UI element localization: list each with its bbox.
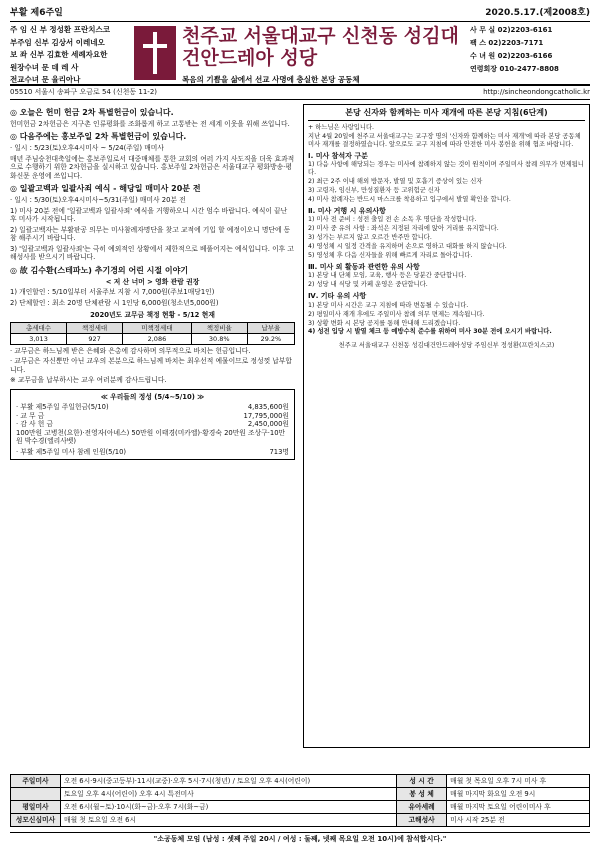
guideline-line: 2) 미사 중 유의 사항 : 좌석은 지정된 자리에 앉아 거리를 유지합니다. bbox=[308, 225, 499, 233]
guideline-line: 3) 상황 변화 시 본당 공지를 통해 안내해 드리겠습니다. bbox=[308, 319, 461, 327]
notice-subtitle: < 저 산 너머 > 영화 관람 권장 bbox=[105, 277, 200, 286]
stats-header: 납부율 bbox=[247, 322, 294, 333]
guideline-line: 3) 고령자, 임신부, 만성질환자 등 고위험군 신자 bbox=[308, 186, 440, 194]
note-item: ※ 교무금을 납부하시는 교우 여러분께 감사드립니다. bbox=[10, 376, 167, 385]
stats-header: 책정세대 bbox=[67, 322, 123, 333]
offering-row: · 교 무 금 17,795,000원 bbox=[16, 411, 289, 420]
schedule-row: 평일미사 오전 6시(월~토)·10시(화~금)·오후 7시(화~금) 유아세례 매월 마지막 토요일 어린이미사 후 bbox=[11, 801, 590, 814]
stats-title: 2020년도 교무금 책정 현황 - 5/12 현재 bbox=[90, 311, 215, 320]
contact-item: 연령회장 010-2477-8808 bbox=[470, 65, 559, 74]
mass-schedule-table bbox=[10, 774, 590, 827]
stats-cell: 3,013 bbox=[11, 333, 67, 344]
clergy-item: 보 좌 신부 김효한 세례자요한 bbox=[10, 50, 108, 60]
left-column bbox=[10, 104, 295, 748]
clergy-item: 부주임 신부 김상서 이레네오 bbox=[10, 37, 105, 47]
guideline-line: 2) 최근 2주 이내 해외 방문자, 발열 및 호흡기 증상이 있는 신자 bbox=[308, 178, 483, 186]
guideline-line: 1) 본당 내 단체 모임, 교육, 행사 등은 당분간 중단합니다. bbox=[308, 272, 467, 280]
clergy-item: 전교수녀 문 율리아나 bbox=[10, 75, 81, 85]
schedule-row: 주일미사 오전 6시·9시(중고등부)·11시(교중)·오후 5시·7시(청년) / 토요일 오후 4시(어린이) 성 시 간 매월 첫 목요일 오후 7시 미사 후 bbox=[11, 775, 590, 788]
guideline-line: 1) 다음 사항에 해당되는 경우는 미사에 참례하지 않는 것이 원칙이며 주일미사 참례 의무가 면제됩니다. bbox=[308, 161, 584, 177]
notice-date: · 일시 : 5/23(토)오후4시미사 ~ 5/24(주일) 매미사 bbox=[10, 144, 164, 153]
stats-cell: 927 bbox=[67, 333, 123, 344]
guideline-intro: + 하느님은 사랑입니다. bbox=[308, 124, 375, 131]
notice-title: ◎ 다음주에는 홍보주일 2차 특별헌금이 있습니다. bbox=[10, 132, 187, 142]
footer-notice: "소공동체 모임 (남성 : 셋째 주일 20시 / 여성 : 둘째, 넷째 목요일 오전 10시)에 참석합시다." bbox=[10, 832, 590, 844]
clergy-item: 주 임 신 부 정성환 프란치스코 bbox=[10, 25, 110, 35]
contact-item: 수 녀 원 02)2203-6166 bbox=[470, 52, 553, 61]
guideline-line: 2) 성당 내 식당 및 카페 운영은 중단합니다. bbox=[308, 281, 428, 289]
notice-title: ◎ 故 김수환(스테파노) 추기경의 어린 시절 이야기 bbox=[10, 265, 189, 275]
guideline-line: 4) 영성체 시 일정 간격을 유지하며 손으로 영하고 대화를 하지 않습니다. bbox=[308, 242, 507, 250]
notice-title: ◎ 일괄고백과 일괄사죄 예식 - 해당일 매미사 20분 전 bbox=[10, 184, 201, 194]
offering-donors: 100만원 고병천(요한)·전영자(아녜스) 50만원 이태경(미카엘)·황경숙 20만원 조상구·10만원 박수경(엘리사벳) bbox=[16, 428, 286, 446]
address: 05510 서울시 송파구 오금로 54 (신천동 11-2) bbox=[10, 88, 158, 97]
schedule-row: 성모신심미사 매월 첫 토요일 오전 6시 고해성사 미사 시작 25분 전 bbox=[11, 814, 590, 827]
guideline-intro-body: 지난 4월 20일에 천주교 서울대교구는 교구장 명의 '신자와 함께하는 미사 재개'에 따라 본당 공동체 미사 재개를 결정하였습니다. 앞으로도 교구 지침에 따라 안전한 미사 봉헌을 위해 협조 바랍니다. bbox=[308, 132, 581, 148]
schedule-row: 토요일 오후 4시(어린이) 오후 4시 특전미사 봉 성 체 매월 마지막 화요일 오전 9시 bbox=[11, 788, 590, 801]
guideline-line: 4) 성전 입당 시 발열 체크 등 예방수칙 준수를 위하여 미사 30분 전에 오시기 바랍니다. bbox=[308, 328, 552, 336]
guideline-line: 2) 평일미사 재개 후에도 주일미사 참례 의무 면제는 계속됩니다. bbox=[308, 310, 485, 318]
attendance-row: · 부활 제5주일 미사 참례 인원(5/10) 713명 bbox=[16, 447, 289, 456]
stats-cell: 30.8% bbox=[191, 333, 247, 344]
guideline-section: Ⅱ. 미사 거행 시 유의사항 bbox=[308, 206, 386, 215]
parish-logo-icon bbox=[134, 26, 176, 80]
guideline-line: 3) 성가는 부르지 않고 오르간 반주만 합니다. bbox=[308, 234, 432, 242]
clergy-list bbox=[10, 22, 128, 84]
stats-cell: 29.2% bbox=[247, 333, 294, 344]
website-link[interactable]: http://sincheondongcatholic.kr bbox=[483, 88, 590, 97]
contact-item: 사 무 실 02)2203-6161 bbox=[470, 26, 553, 35]
issue-date: 2020.5.17.(제2008호) bbox=[485, 8, 590, 18]
parish-motto: 복음의 기쁨을 삶에서 선교 사명에 충실한 본당 공동체 bbox=[182, 75, 360, 85]
guideline-line: 5) 영성체 후 다음 신자들을 위해 빠르게 자리로 돌아갑니다. bbox=[308, 251, 473, 259]
stats-table bbox=[10, 322, 295, 345]
stats-header: 총세대수 bbox=[11, 322, 67, 333]
masthead bbox=[10, 22, 590, 86]
guideline-section: Ⅲ. 미사 외 활동과 관련한 유의 사항 bbox=[308, 262, 420, 271]
notice-item: 3) '일괄고백과 일괄사죄'는 극히 예외적인 상황에서 제한적으로 베풀어지는 예식입니다. 이후 고해성사를 받으시기 바랍니다. bbox=[10, 244, 294, 262]
guideline-line: 1) 본당 미사 시간은 교구 지침에 따라 변동될 수 있습니다. bbox=[308, 301, 469, 309]
notice-body: 매년 주님승천대축일에는 홍보주일로서 대중매체를 통한 교회의 여러 가지 사도직을 더욱 효과적으로 수행하기 위한 2차헌금을 실시하고 있습니다. 홍보주일 2차헌금은 서울대교구 평화방송·평화신문 운영에 쓰입니다. bbox=[10, 154, 295, 180]
guideline-section: Ⅰ. 미사 참석자 구분 bbox=[308, 151, 368, 160]
notice-item: 1) 개인할인 : 5/10일부터 서울주보 지참 시 7,000원(주보1매당1인) bbox=[10, 288, 215, 297]
stats-cell: 2,086 bbox=[123, 333, 192, 344]
clergy-item: 원장수녀 문 데 레 사 bbox=[10, 62, 79, 72]
title-area bbox=[182, 22, 470, 84]
offering-box bbox=[10, 389, 295, 460]
guideline-line: 4) 미사 참례자는 반드시 마스크를 착용하고 입구에서 발열 확인을 합니다. bbox=[308, 195, 511, 203]
notice-date: · 일시 : 5/30(토)오후4시미사~5/31(주일) 매미사 20분 전 bbox=[10, 196, 186, 205]
parish-title: 천주교 서울대교구 신천동 성김대건안드레아 성당 bbox=[182, 25, 459, 70]
guideline-title: 본당 신자와 함께하는 미사 재개에 따른 본당 지침(6단계) bbox=[308, 108, 585, 121]
note-item: · 교무금은 자신뿐만 아닌 교우의 본분으로 하느님께 바치는 최우선적 예물이므로 정성껏 납부합니다. bbox=[10, 357, 292, 374]
notice-body: 헌미헌금 2차헌금은 지구촌 인류평화를 조화롭게 하고 고통받는 전 세계 이웃을 위해 쓰입니다. bbox=[10, 120, 290, 128]
guideline-closing: 천주교 서울대교구 신천동 성김대건안드레아성당 주임신부 정성환(프란치스코) bbox=[338, 342, 555, 350]
guideline-section: Ⅳ. 기타 유의 사항 bbox=[308, 292, 367, 301]
offering-row: · 감 사 헌 금 2,450,000원 bbox=[16, 420, 289, 429]
address-line bbox=[10, 86, 590, 100]
note-item: · 교무금은 하느님께 받은 은혜와 은총에 감사하며 의무적으로 바치는 헌금입니다. bbox=[10, 347, 251, 355]
contact-list bbox=[470, 22, 590, 84]
contact-item: 팩 스 02)2203-7171 bbox=[470, 39, 544, 48]
stats-header: 미책정세대 bbox=[123, 322, 192, 333]
right-column bbox=[303, 104, 590, 748]
top-line bbox=[10, 8, 590, 22]
offering-title: ≪ 우리들의 정성 (5/4~5/10) ≫ bbox=[100, 392, 205, 401]
stats-header: 책정비율 bbox=[191, 322, 247, 333]
guideline-line: 1) 미사 전 준비 : 성전 출입 전 손 소독 후 명단을 작성합니다. bbox=[308, 216, 477, 224]
notice-item: 1) 미사 20분 전에 '일괄고백과 일괄사죄' 예식을 거행하오니 시간 엄수 바랍니다. 예식이 끝난 후 미사가 시작됩니다. bbox=[10, 206, 288, 224]
offering-row: · 부활 제5주일 주일헌금(5/10) 4,835,600원 bbox=[16, 403, 289, 412]
notice-item: 2) 단체할인 : 최소 20명 단체관람 시 1인당 6,000원(청소년5,000원) bbox=[10, 298, 219, 307]
notice-item: 2) 일괄고백자는 부활판공 의무는 미사참례자명단을 찾고 교적에 기입 할 예정이오니 명단에 동참 해주시기 바랍니다. bbox=[10, 225, 291, 243]
notice-title: ◎ 오늘은 헌미 헌금 2차 특별헌금이 있습니다. bbox=[10, 108, 174, 117]
week-label: 부활 제6주일 bbox=[10, 8, 63, 18]
